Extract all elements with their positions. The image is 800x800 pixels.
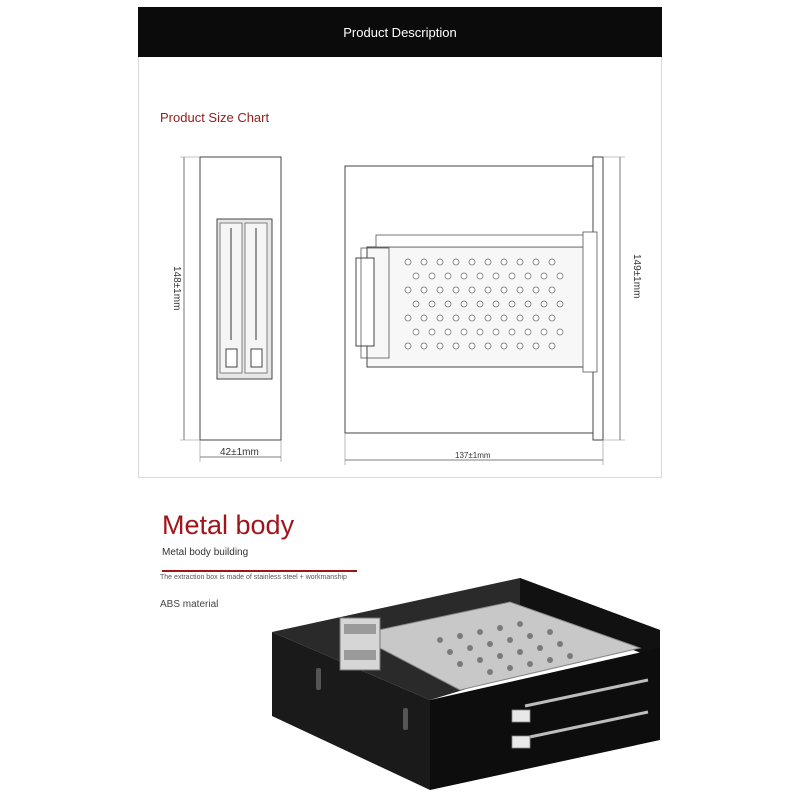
front-height-label: 148±1mm: [171, 266, 182, 311]
abs-material-label: ABS material: [160, 599, 219, 610]
metal-body-description: The extraction box is made of stainless steel + workmanship: [160, 574, 347, 581]
front-latch-2: [512, 736, 530, 748]
side-height-label: 149±1mm: [631, 254, 642, 299]
front-width-label: 42±1mm: [220, 447, 259, 458]
side-depth-label: 137±1mm: [455, 451, 491, 460]
metal-body-subtitle: Metal body building: [162, 547, 249, 558]
size-chart-title: Product Size Chart: [160, 110, 270, 125]
front-latch-1: [512, 710, 530, 722]
metal-body-title: Metal body: [162, 510, 295, 540]
header-title: Product Description: [343, 24, 457, 40]
